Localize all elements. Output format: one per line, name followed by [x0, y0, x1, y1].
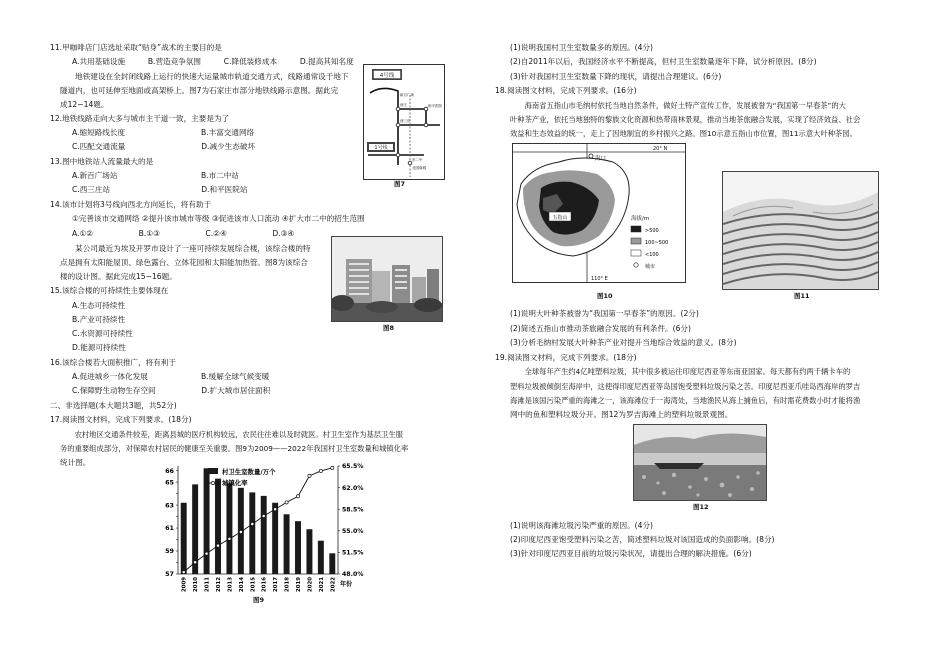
bar [306, 529, 312, 574]
q18-sub-2: (2)简述五指山市推动茶旅融合发展的有利条件。(6分) [510, 324, 691, 333]
urbanization-point [274, 508, 277, 511]
x-tick-label: 2019 [296, 577, 302, 592]
building-passage-2: 点是拥有太阳能屋顶、绿色露台、立体花园和太阳能加热管。图8为该综合 [60, 258, 308, 267]
q19-passage-2: 塑料垃圾被倾倒至海岸中，这使得印度尼西亚等岛国饱受塑料垃圾污染之苦。印度尼西亚爪哇岛西海岸的罗吉 [510, 382, 861, 391]
q17-sub-1: (1)说明我国村卫生室数量多的原因。(4分) [510, 43, 654, 52]
bar [249, 492, 255, 574]
urbanization-point [228, 537, 231, 540]
y-left-tick-label: 57 [165, 570, 174, 579]
bar [329, 553, 335, 574]
urbanization-point [216, 544, 219, 547]
bar [261, 496, 267, 574]
figure-8-caption: 图8 [383, 324, 395, 332]
q16-stem: 16.该综合楼若大面积推广，将有利于 [50, 358, 176, 367]
x-tick-label: 2009 [181, 577, 188, 592]
x-tick-label: 2011 [204, 577, 211, 592]
line-1-label: 1号线 [374, 145, 388, 151]
legend-bar-swatch [208, 468, 218, 474]
x-tick-label: 2010 [193, 577, 200, 592]
urbanization-point [194, 561, 197, 564]
q17-sub-3: (3)针对我国村卫生室数量下降的现状，请提出合理建议。(6分) [510, 72, 722, 81]
bar [284, 514, 290, 574]
q18-sub-3: (3)分析毛纳村发展大叶种茶产业对提升当地综合效益的意义。(8分) [510, 338, 737, 347]
figure-11-caption: 图11 [794, 292, 810, 300]
q13-stem: 13.图中地铁站人流量最大的是 [50, 157, 154, 166]
x-tick-label: 2017 [273, 577, 280, 592]
urbanization-point [251, 522, 254, 525]
q17-sub-2: (2)自2011年以后，我国经济水平不断提高，但村卫生室数量逐年下降，试分析原因。(8分) [510, 57, 817, 66]
x-tick-label: 2014 [238, 577, 245, 592]
q16-options-ab: A.促进城乡一体化发展 B.缓解全球气候变暖 [72, 372, 270, 381]
urbanization-point [285, 501, 288, 504]
station-label: 市二中 [412, 158, 423, 162]
q17-passage-2: 务的重要组成部分，对保障农村居民的健康至关重要。图9为2009——2022年我国村卫生室数量和城镇化率 [60, 444, 409, 453]
q12-options-cd: C.匹配交通流量 D.减少生态破坏 [72, 142, 256, 151]
city-wuzhishan-label: 五指山 [552, 215, 568, 221]
x-tick-label: 2021 [318, 577, 325, 592]
q12-stem: 12.地铁线路走向大多与城市主干道一致，主要是为了 [50, 114, 230, 123]
bar [181, 503, 187, 574]
q14-stem: 14.该市计划将3号线向西北方向延长，将有助于 [50, 200, 212, 209]
longitude-label: 110° E [591, 276, 608, 282]
figure-7-metro-map [363, 64, 445, 180]
bar [215, 479, 221, 574]
y-right-tick-label: 51.5% [342, 549, 364, 557]
legend-item: >500 [645, 228, 659, 234]
q15-stem: 15.该综合楼的可持续性主要体现在 [50, 286, 169, 295]
q18-sub-1: (1)说明大叶种茶被誉为“我国第一早春茶”的原因。(2分) [510, 309, 699, 318]
q13-options-ab: A.新百广场站 B.市二中站 [72, 171, 239, 180]
q14-options: A.①② B.①③ C.②④ D.③④ [72, 229, 295, 238]
y-right-tick-label: 65.5% [342, 463, 364, 471]
legend-bar-label: 村卫生室数量/万个 [222, 468, 276, 476]
urbanization-point [262, 514, 265, 517]
q17-passage-3: 统计图。 [60, 458, 91, 467]
q15-option-c: C.水资源可持续性 [72, 329, 133, 338]
q13-options-cd: C.西三庄站 D.和平医院站 [72, 185, 248, 194]
section-two-heading: 二、非选择题(本大题共3题，共52分) [50, 401, 177, 410]
y-right-tick-label: 62.0% [342, 484, 364, 492]
building-passage-3: 楼的设计图。据此完成15~16题。 [60, 272, 177, 281]
bar [272, 503, 278, 574]
figure-9-chart [150, 462, 370, 592]
urbanization-point [331, 466, 334, 469]
y-right-tick-label: 58.5% [342, 506, 364, 514]
figure-8-building-image [331, 236, 443, 322]
urbanization-point [182, 571, 185, 574]
y-right-tick-label: 55.0% [342, 528, 364, 535]
y-left-tick-label: 63 [165, 501, 174, 510]
legend-item: <100 [645, 252, 659, 258]
x-tick-label: 2013 [227, 577, 234, 592]
y-left-tick-label: 65 [165, 478, 174, 487]
bar [318, 541, 324, 574]
x-tick-label: 2012 [216, 577, 222, 592]
q15-option-b: B.产业可持续性 [72, 315, 126, 324]
legend-line-label: 城镇化率 [222, 479, 248, 487]
figure-12-beach-image [633, 424, 767, 501]
legend-item: 城市 [645, 264, 656, 270]
q15-option-d: D.能源可持续性 [72, 343, 126, 352]
figure-11-tea-garden-image [722, 171, 879, 290]
y-right-tick-label: 48.0% [342, 571, 364, 579]
q18-passage-2: 叶种茶产业，依托当地独特的黎族文化资源和热带雨林景观，推动当地茶旅融合发展，实现了经济效益、社会 [510, 115, 861, 124]
x-tick-label: 2022 [330, 577, 337, 592]
figure-12-caption: 图12 [693, 503, 709, 511]
q12-options-ab: A.缩短路线长度 B.丰富交通网络 [72, 128, 255, 137]
urbanization-point [205, 552, 208, 555]
q18-passage-3: 效益和生态效益的统一，走上了因地制宜的乡村振兴之路。图10示意五指山市位置，图11示意大叶种茶园。 [510, 129, 857, 138]
metro-passage-3: 成12~14题。 [60, 100, 109, 109]
figure-10-legend [631, 214, 668, 270]
q19-sub-1: (1)说明该海滩垃圾污染严重的原因。(4分) [510, 521, 654, 530]
q11-options: A.共用基础设施 B.营造竞争氛围 C.降低装修成本 D.提高其知名度 [72, 57, 354, 66]
q17-passage-1: 农村地区交通条件较差，距离县城的医疗机构较远，农民往往难以及时就医。村卫生室作为基层卫生服 [60, 430, 403, 439]
city-haikou-label: 海口 [595, 156, 607, 162]
q17-stem: 17.阅读图文材料，完成下列要求。(18分) [50, 415, 192, 424]
metro-passage-2: 隧道内，也可延伸至地面或高架桥上。图7为石家庄市部分地铁线路示意图。据此完 [60, 86, 339, 95]
bar [204, 468, 210, 574]
bar [226, 483, 232, 574]
urbanization-point [296, 495, 299, 498]
latitude-label: 20° N [653, 146, 668, 152]
station-label: 和平医院 [428, 104, 442, 108]
urbanization-point [319, 469, 322, 472]
figure-10-caption: 图10 [597, 292, 613, 300]
q19-passage-3: 海滩是该国污染严重的海滩之一，该海滩位于一海湾处，当地渔民从海上捕鱼后，有时需花费数小时才能将渔 [510, 396, 861, 405]
q19-passage-1: 全球每年产生约4亿吨塑料垃圾，其中很多被运往印度尼西亚等东南亚国家。每天都有约两千辆卡车的 [510, 367, 851, 376]
y-left-tick-label: 61 [165, 524, 174, 533]
legend-line-marker [211, 481, 214, 484]
legend-item: 100~500 [645, 240, 669, 246]
y-left-tick-label: 59 [165, 547, 174, 556]
x-tick-label: 2020 [307, 577, 314, 592]
legend-title: 海拔/m [631, 216, 650, 222]
bar [295, 521, 301, 574]
x-axis-label: 年份 [340, 581, 353, 588]
figure-10-map [512, 143, 686, 283]
station-label: 西王 [400, 103, 407, 107]
q11-stem: 11.甲咖啡店门店选址采取“贴身”战术的主要目的是 [50, 43, 222, 52]
figure-9-caption: 图9 [253, 596, 265, 604]
q18-stem: 18.阅读图文材料，完成下列要求。(16分) [495, 86, 637, 95]
urbanization-point [308, 474, 311, 477]
x-tick-label: 2016 [261, 577, 268, 592]
urbanization-point [239, 530, 242, 533]
station-label: 新百广场 [400, 93, 414, 97]
q16-options-cd: C.保障野生动物生存空间 D.扩大城市居住面积 [72, 386, 271, 395]
x-tick-label: 2018 [284, 577, 291, 592]
station-label: 北国商城 [412, 166, 426, 170]
q19-passage-4: 网中的鱼和塑料垃圾分开。图12为罗吉海滩上的塑料垃圾景观图。 [510, 410, 733, 419]
station-label: 西三庄 [400, 119, 411, 123]
q19-sub-3: (3)针对印度尼西亚目前的垃圾污染状况，请提出合理的解决措施。(6分) [510, 549, 752, 558]
q15-option-a: A.生态可持续性 [72, 301, 126, 310]
x-tick-label: 2015 [250, 577, 257, 592]
q14-items: ①完善该市交通网络 ②提升该市城市等级 ③促进该市人口流动 ④扩大市二中的招生范围 [72, 214, 365, 223]
q18-passage-1: 海南省五指山市毛纳村依托当地自然条件，做好土特产宣传工作，发展被誉为“我国第一早春茶”的大 [510, 101, 846, 110]
metro-passage-1: 地铁建设在全封闭线路上运行的快速大运量城市轨道交通方式，线路通常设于地下 [60, 72, 349, 81]
q19-sub-2: (2)印度尼西亚饱受塑料污染之苦，简述塑料垃圾对该国造成的负面影响。(8分) [510, 535, 775, 544]
line-4-label: 4号线 [379, 73, 395, 79]
figure-7-caption: 图7 [394, 180, 406, 188]
building-passage-1: 某公司最近为埃及开罗市设计了一座可持续发展综合楼，该综合楼的特 [60, 244, 311, 253]
q19-stem: 19.阅读图文材料，完成下列要求。(18分) [495, 353, 637, 362]
y-left-tick-label: 66 [165, 466, 174, 475]
